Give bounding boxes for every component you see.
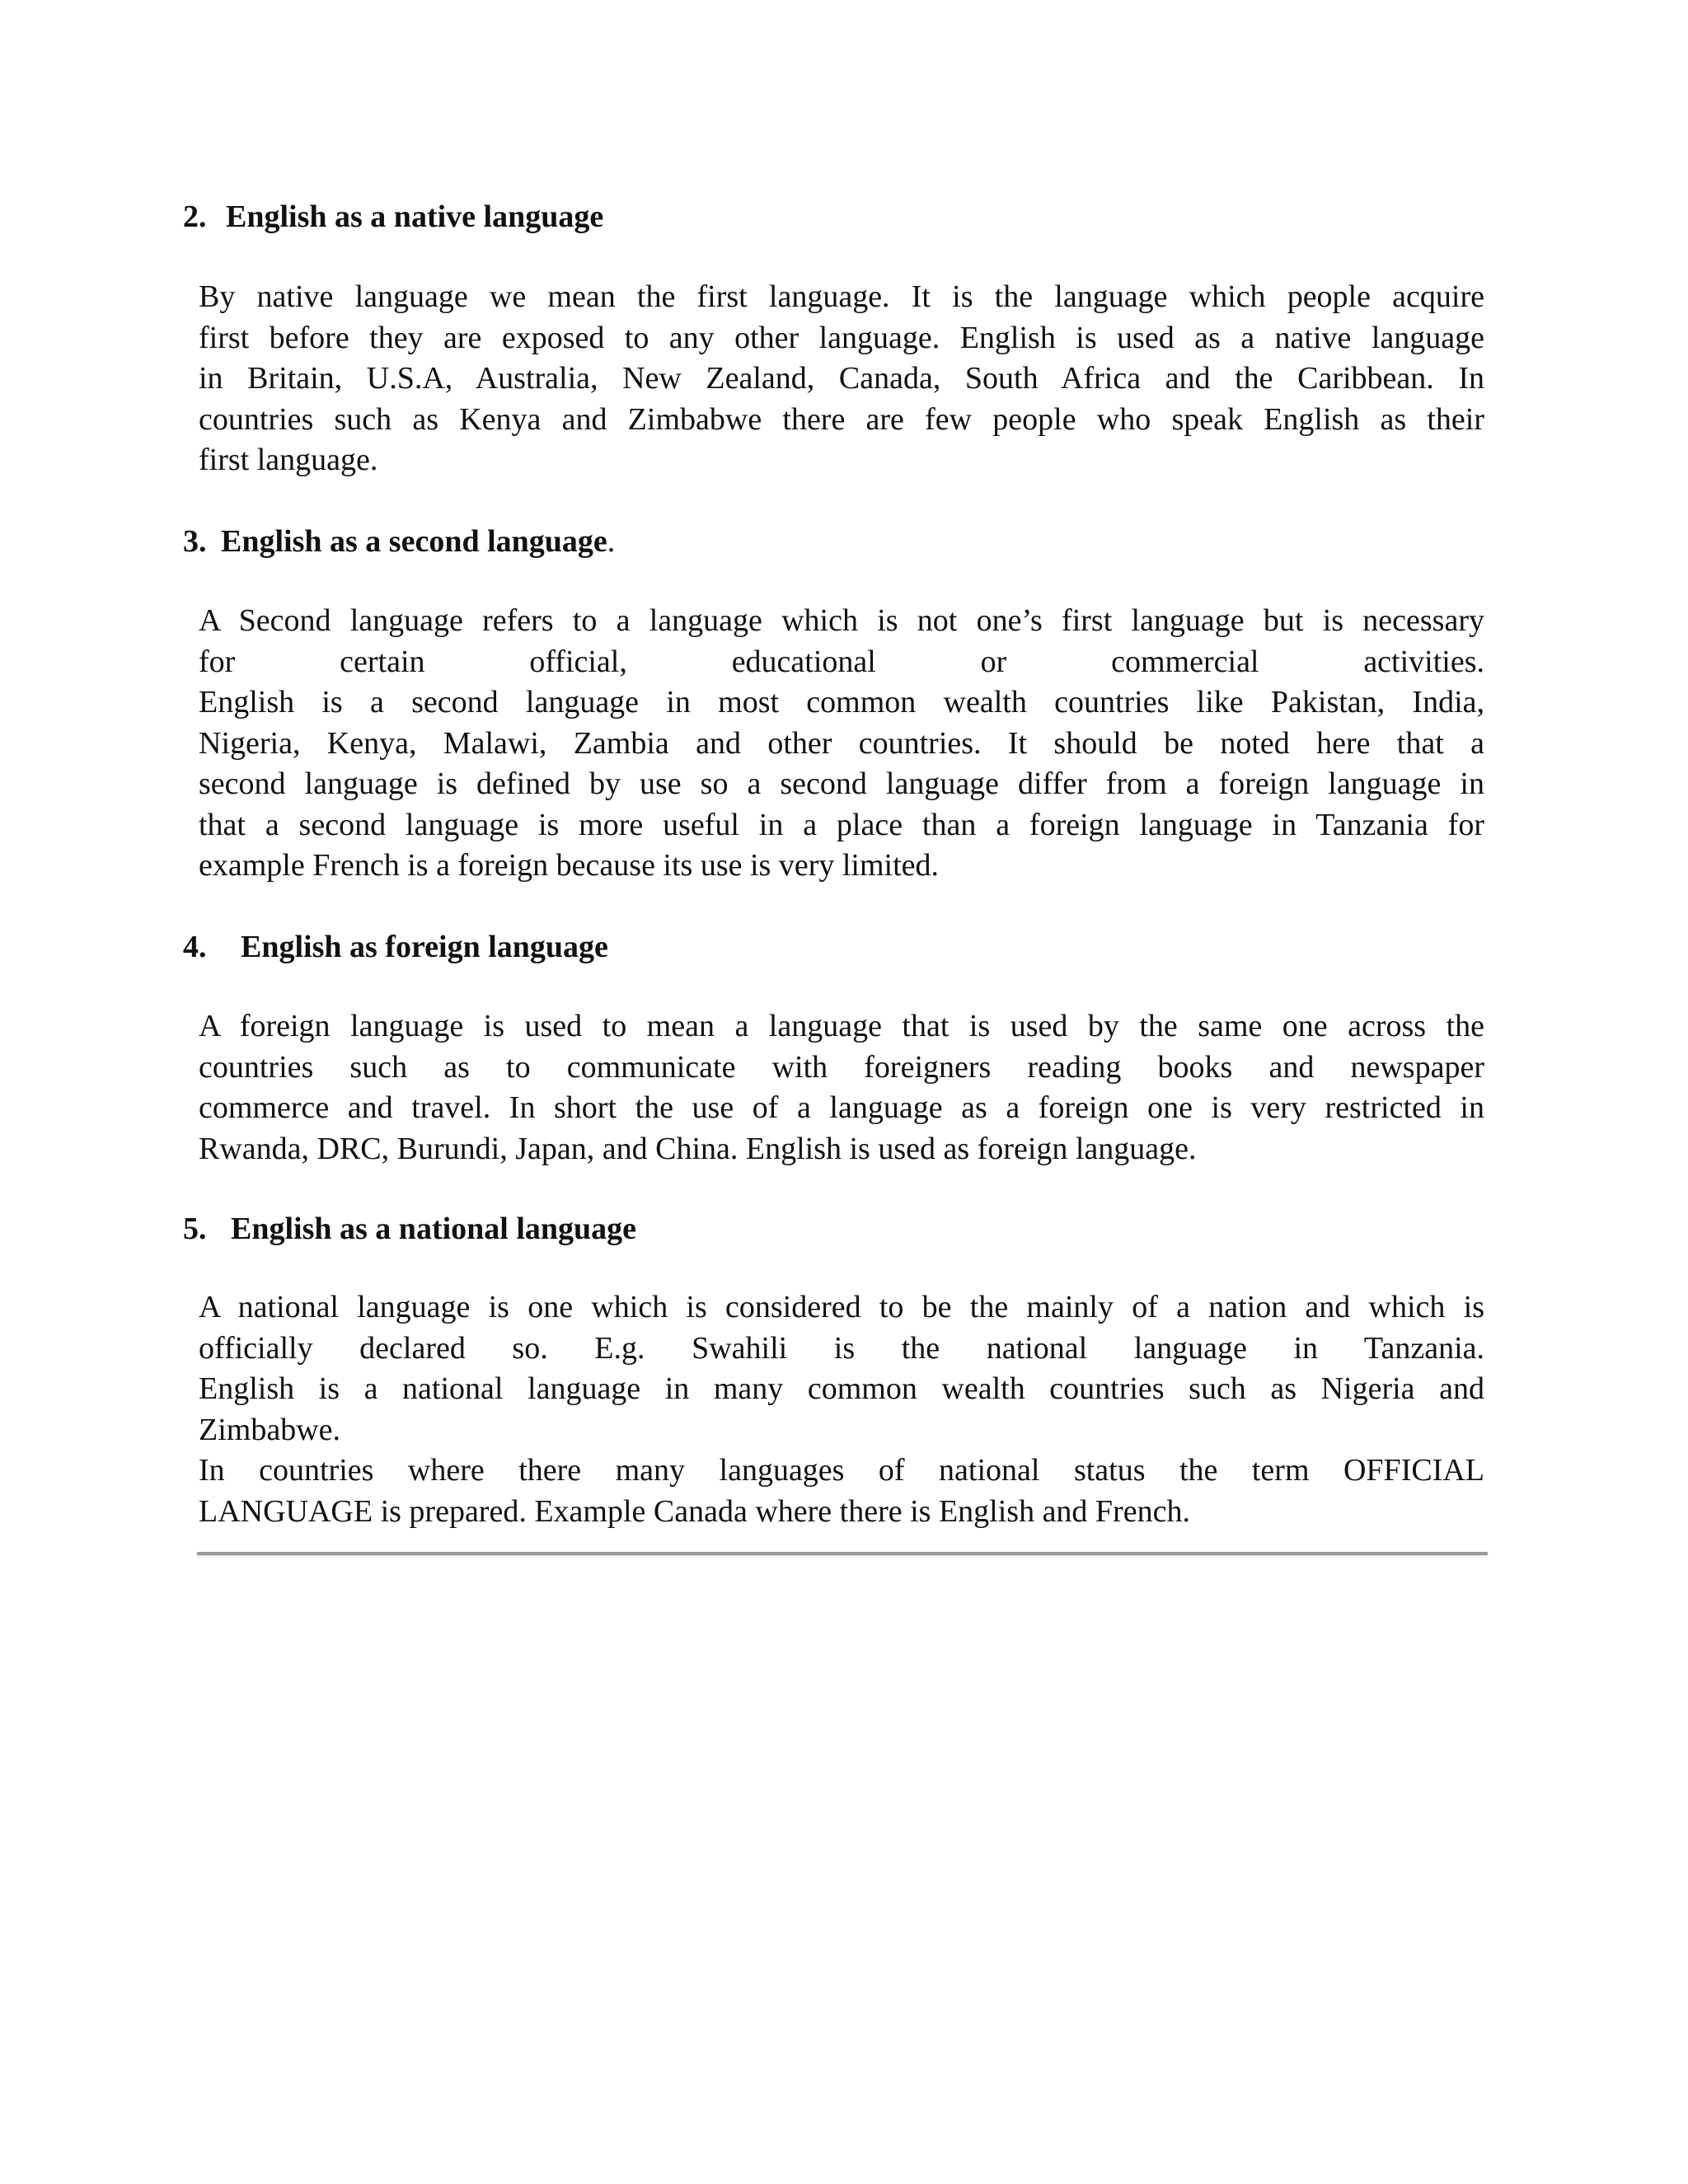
horizontal-divider bbox=[197, 1552, 1488, 1555]
paragraph-national-language bbox=[199, 1287, 1484, 1532]
paragraph-line: first language. bbox=[199, 443, 378, 477]
section-heading-native bbox=[183, 201, 603, 232]
paragraph-line: English is a second language in most common wealth countries like Pakistan, India, bbox=[199, 685, 1484, 719]
paragraph-line: A national language is one which is considered to be the mainly of a nation and which is bbox=[199, 1290, 1484, 1324]
section-title: English as a national language bbox=[231, 1212, 637, 1246]
paragraph-line: A foreign language is used to mean a language that is used by the same one across the bbox=[199, 1009, 1484, 1043]
paragraph-line: second language is defined by use so a second language differ from a foreign language in bbox=[199, 766, 1484, 801]
section-number: 4. bbox=[183, 930, 207, 964]
section-title: English as foreign language bbox=[241, 930, 608, 964]
section-number: 3. bbox=[183, 524, 207, 559]
paragraph-line: officially declared so. E.g. Swahili is the national language in Tanzania. bbox=[199, 1330, 1484, 1366]
paragraph-line: LANGUAGE is prepared. Example Canada where there is English and French. bbox=[199, 1493, 1190, 1529]
paragraph-line: for certain official, educational or commercial activities. bbox=[199, 644, 1484, 679]
paragraph-line: countries such as Kenya and Zimbabwe there are few people who speak English as their bbox=[199, 401, 1484, 437]
paragraph-line: that a second language is more useful in a place than a foreign language in Tanzania for bbox=[199, 807, 1484, 842]
paragraph-native-language bbox=[199, 277, 1484, 481]
section-heading-foreign bbox=[183, 931, 608, 963]
paragraph-line: A Second language refers to a language which is not one’s first language but is necessary bbox=[199, 603, 1484, 638]
paragraph-line: Rwanda, DRC, Burundi, Japan, and China. English is used as foreign language. bbox=[199, 1131, 1197, 1166]
section-title-suffix: . bbox=[607, 524, 616, 559]
paragraph-line: in Britain, U.S.A, Australia, New Zealand, Canada, South Africa and the Caribbean. In bbox=[199, 361, 1484, 396]
section-heading-second bbox=[183, 526, 615, 557]
paragraph-line: example French is a foreign because its use is very limited. bbox=[199, 848, 940, 883]
paragraph-line: By native language we mean the first language. It is the language which people acquire bbox=[199, 279, 1484, 314]
paragraph-line: English is a national language in many common wealth countries such as Nigeria and bbox=[199, 1371, 1484, 1406]
section-number: 2. bbox=[183, 199, 207, 234]
paragraph-second-language bbox=[199, 601, 1484, 887]
section-number: 5. bbox=[183, 1212, 207, 1246]
paragraph-line: Zimbabwe. bbox=[199, 1412, 341, 1447]
section-title: English as a second language bbox=[221, 524, 607, 559]
section-heading-national bbox=[183, 1213, 636, 1244]
paragraph-line: countries such as to communicate with foreigners reading books and newspaper bbox=[199, 1049, 1484, 1085]
section-title: English as a native language bbox=[226, 199, 604, 234]
paragraph-line: Nigeria, Kenya, Malawi, Zambia and other countries. It should be noted here that a bbox=[199, 725, 1484, 761]
paragraph-line: In countries where there many languages of national status the term OFFICIAL bbox=[199, 1453, 1484, 1488]
paragraph-line: first before they are exposed to any other language. English is used as a native language bbox=[199, 320, 1484, 355]
paragraph-line: commerce and travel. In short the use of a language as a foreign one is very restricted in bbox=[199, 1090, 1484, 1125]
paragraph-foreign-language bbox=[199, 1006, 1484, 1169]
